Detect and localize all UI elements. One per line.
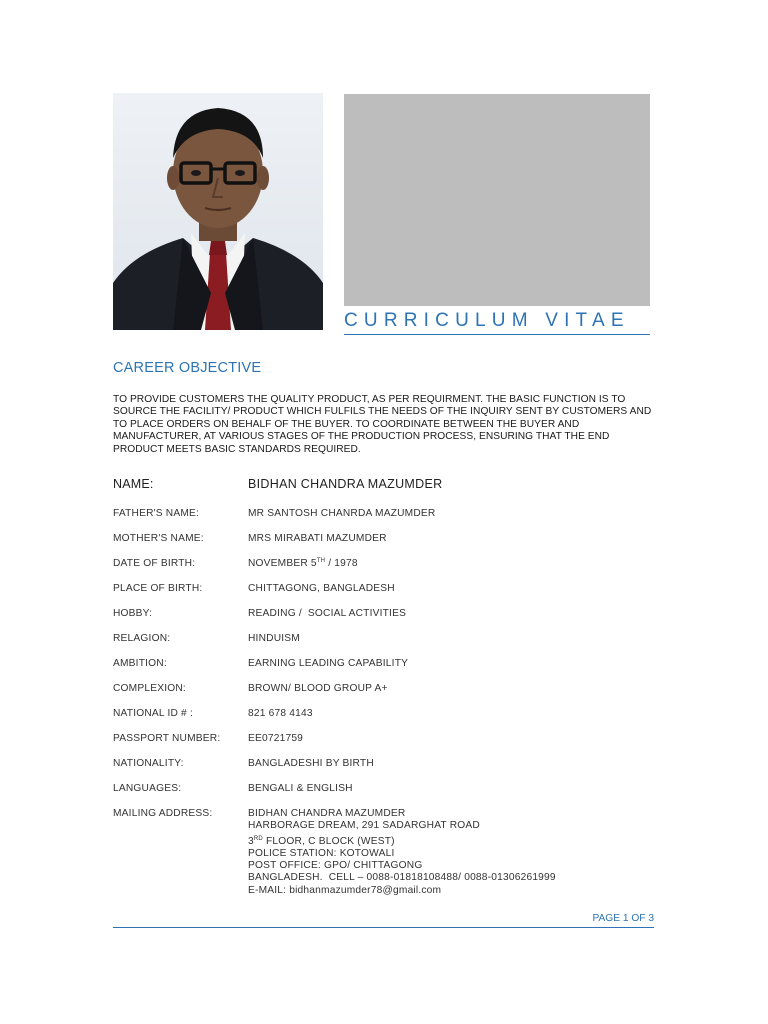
dob-day: NOVEMBER 5 <box>248 558 317 569</box>
detail-label: NATIONAL ID # : <box>113 708 193 719</box>
address-line: BIDHAN CHANDRA MAZUMDER <box>248 808 406 819</box>
name-value: BIDHAN CHANDRA MAZUMDER <box>248 477 443 491</box>
detail-value: 821 678 4143 <box>248 708 313 719</box>
address-line: POST OFFICE: GPO/ CHITTAGONG <box>248 860 423 872</box>
address-line: BANGLADESH. CELL – 0088-01818108488/ 0088-01306261999 <box>248 872 556 884</box>
detail-label: LANGUAGES: <box>113 783 182 794</box>
detail-label: MAILING ADDRESS: <box>113 808 213 819</box>
document-title: CURRICULUM VITAE <box>344 308 650 335</box>
floor-suffix: RD <box>253 835 263 842</box>
detail-value: EE0721759 <box>248 733 304 744</box>
portrait-photo <box>113 93 323 330</box>
detail-label: HOBBY: <box>113 608 153 619</box>
detail-value: BROWN/ BLOOD GROUP A+ <box>248 683 388 694</box>
detail-value: BANGLADESHI BY BIRTH <box>248 758 374 769</box>
detail-label: PASSPORT NUMBER: <box>113 733 221 744</box>
detail-value: EARNING LEADING CAPABILITY <box>248 658 409 669</box>
header-grey-box <box>344 94 650 306</box>
detail-label: AMBITION: <box>113 658 167 669</box>
detail-value: READING / SOCIAL ACTIVITIES <box>248 608 407 619</box>
dob-year: / 1978 <box>325 558 358 569</box>
floor-text: FLOOR, C BLOCK (WEST) <box>262 835 395 847</box>
mailing-address-block <box>248 808 556 897</box>
footer-divider <box>113 927 654 928</box>
name-label: NAME: <box>113 477 154 491</box>
detail-label: NATIONALITY: <box>113 758 184 769</box>
detail-value: CHITTAGONG, BANGLADESH <box>248 583 395 594</box>
detail-label: FATHER'S NAME: <box>113 508 200 519</box>
detail-label: COMPLEXION: <box>113 683 186 694</box>
portrait-photo-icon <box>113 93 323 330</box>
detail-label: MOTHER'S NAME: <box>113 533 204 544</box>
detail-label: DATE OF BIRTH: <box>113 558 196 569</box>
address-line: POLICE STATION: KOTOWALI <box>248 847 395 859</box>
detail-value: HINDUISM <box>248 633 300 644</box>
dob-suffix: TH <box>316 558 326 564</box>
floor-number: 3 <box>248 835 254 847</box>
detail-label: RELAGION: <box>113 633 171 644</box>
page-number: PAGE 1 OF 3 <box>592 913 654 924</box>
detail-value <box>248 558 358 569</box>
address-email: E-MAIL: bidhanmazumder78@gmail.com <box>248 884 442 896</box>
detail-value: BENGALI & ENGLISH <box>248 783 353 794</box>
detail-label: PLACE OF BIRTH: <box>113 583 203 594</box>
address-line <box>248 833 556 848</box>
career-objective-heading: CAREER OBJECTIVE <box>113 360 262 376</box>
career-objective-text: TO PROVIDE CUSTOMERS THE QUALITY PRODUCT, AS PER REQUIRMENT. THE BASIC FUNCTION IS TO SOURCE THE FACILITY/ PRODUCT WHICH FULFILS THE NEEDS OF THE INQUIRY SENT BY CUSTOMERS AND TO PLACE ORDERS ON BEHALF OF THE BUYER. TO COORDINATE BETWEEN THE BUYER AND MANUFACTURER, AT VARIOUS STAGES OF THE PRODUCTION PROCESS, ENSURING THAT THE END PRODUCT MEETS BASIC STANDARDS REQUIRED. <box>113 394 652 455</box>
detail-value: MR SANTOSH CHANRDA MAZUMDER <box>248 508 436 519</box>
address-line: HARBORAGE DREAM, 291 SADARGHAT ROAD <box>248 820 480 832</box>
detail-value: MRS MIRABATI MAZUMDER <box>248 533 387 544</box>
